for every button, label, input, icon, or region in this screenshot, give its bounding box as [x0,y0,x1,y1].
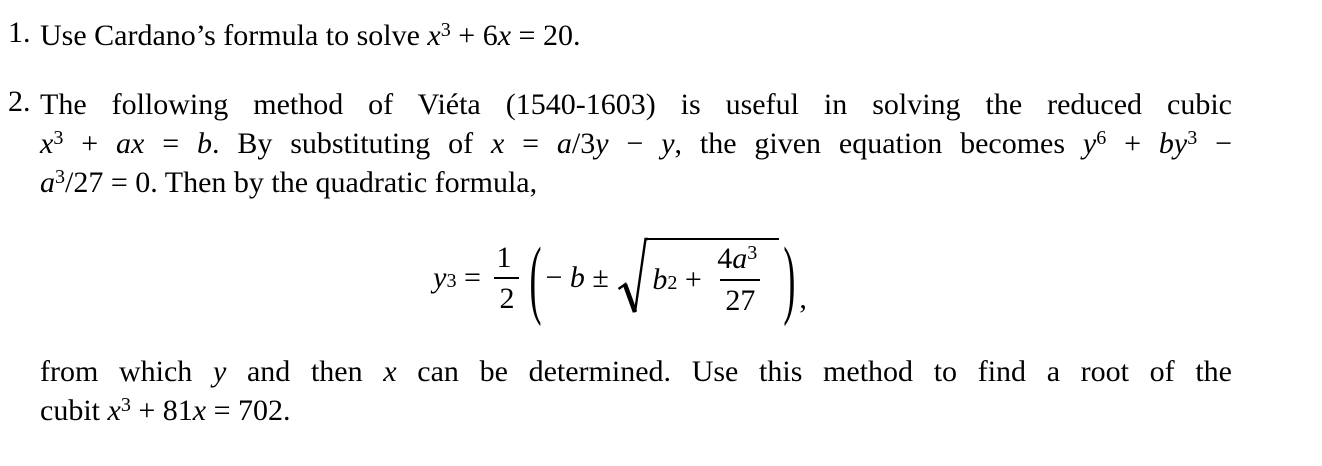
superscript: 3 [55,165,66,188]
text-run: . By substituting of [211,127,491,160]
text-line [40,391,1232,430]
fraction-numerator [712,241,762,278]
text-run: /3 [571,127,596,160]
math-var: b [569,261,585,294]
close-paren: ) [783,229,796,327]
math-var: y [595,127,609,160]
coefficient: 4 [717,242,733,276]
math-var: y [433,261,447,294]
text-run: = 20. [511,19,581,52]
exercise-item-1 [8,16,1232,55]
text-run: + [1106,127,1159,160]
fraction-denominator: 27 [720,279,760,318]
plus-sign: + [677,262,710,296]
item-number: 2. [8,85,31,118]
math-var: by [1158,127,1188,160]
text-run: from which [40,355,213,388]
radicand [647,238,779,320]
text-line [40,124,1232,163]
text-run: = [504,127,557,160]
item-text [40,16,1232,55]
display-formula [8,224,1232,332]
math-var: x [192,394,207,427]
math-var: x [107,394,121,427]
superscript: 3 [440,18,451,41]
item-text [40,85,1232,202]
text-run: + 81 [130,394,193,427]
formula-comma: , [799,282,807,315]
text-line [40,85,1232,124]
fraction-4a3-over-27 [712,241,768,318]
text-run: The following method of Viéta (1540-1603) is useful in solving the reduced cubic [40,88,1232,121]
formula-lhs: y 3 = [433,261,489,294]
text-run: + 6 [450,19,498,52]
text-run: Use Cardano’s formula to solve [40,19,428,52]
math-var: ax [116,127,145,160]
item-number: 1. [8,16,31,49]
equals-sign: = [456,261,489,294]
radical-icon [618,235,648,321]
text-run: + [63,127,117,160]
math-var: x [383,355,397,388]
text-run: − [1197,127,1233,160]
closing-paragraph [8,352,1232,430]
text-run: = [144,127,197,160]
math-var: y [661,127,675,160]
superscript: 6 [1096,126,1107,149]
open-paren: ( [529,229,542,327]
minus-sign: − [545,261,570,294]
square-root [618,235,779,321]
text-line [40,352,1232,391]
math-var: b [652,262,668,296]
fraction-denominator: 2 [494,277,519,316]
text-run: /27 = 0. Then by the quadratic formula, [65,166,538,199]
math-var: x [497,19,512,52]
math-var: a [40,166,55,199]
text-run: can be determined. Use this method to find a root of the [396,355,1232,388]
formula-minus-b [545,261,616,295]
math-var: b [196,127,212,160]
math-var: a [732,242,748,276]
superscript: 3 [747,242,758,265]
fraction-numerator: 1 [496,240,512,274]
fraction-one-half [491,240,522,317]
text-run: = 702. [206,394,291,427]
plus-minus-sign: ± [584,261,617,294]
math-var: x [40,127,54,160]
text-run: cubit [40,394,108,427]
text-line [40,163,1232,202]
exercise-item-2 [8,85,1232,202]
text-run: and then [226,355,384,388]
math-var: x [490,127,505,160]
superscript: 3 [1187,126,1198,149]
math-var: x [427,19,441,52]
math-var: y [1082,127,1097,160]
text-run: , the given equation becomes [674,127,1083,160]
radicand-b-squared: b 2 + [652,262,710,296]
math-var: y [212,355,227,388]
text-run: − [608,127,662,160]
superscript: 3 [120,393,131,416]
math-var: a [556,127,572,160]
superscript: 3 [53,126,64,149]
text-line [40,16,1232,55]
